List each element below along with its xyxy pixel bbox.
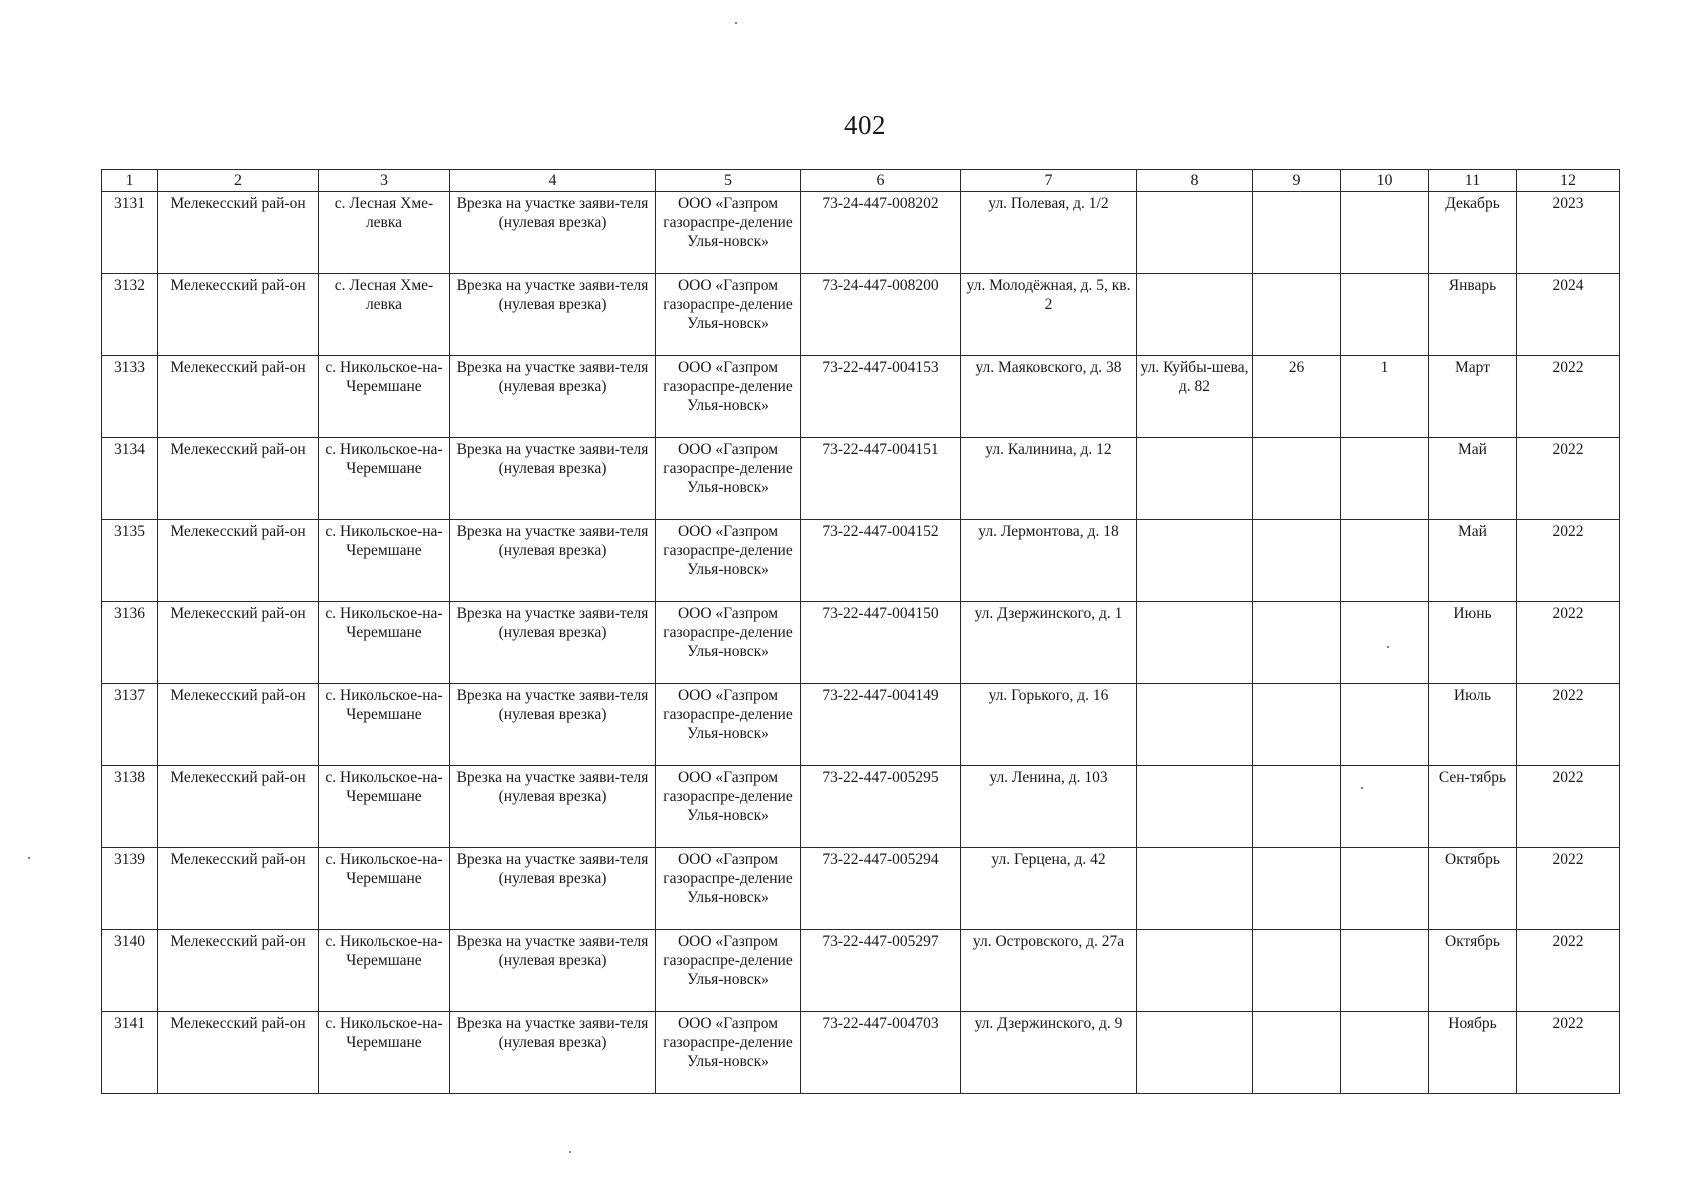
cell-code: 73-22-447-004149 bbox=[801, 684, 961, 766]
cell-number: 3136 bbox=[102, 602, 158, 684]
cell-code: 73-22-447-005294 bbox=[801, 848, 961, 930]
cell-month: Июль bbox=[1429, 684, 1517, 766]
cell-address: ул. Молодёжная, д. 5, кв. 2 bbox=[961, 274, 1137, 356]
cell-number: 3138 bbox=[102, 766, 158, 848]
cell-address: ул. Маяковского, д. 38 bbox=[961, 356, 1137, 438]
cell-month: Сен-тябрь bbox=[1429, 766, 1517, 848]
cell-col8 bbox=[1137, 848, 1253, 930]
cell-col9 bbox=[1253, 848, 1341, 930]
cell-locality: с. Никольское-на-Черемшане bbox=[319, 848, 450, 930]
registry-table bbox=[101, 169, 1620, 1094]
cell-address: ул. Дзержинского, д. 1 bbox=[961, 602, 1137, 684]
cell-col10 bbox=[1341, 192, 1429, 274]
table-row bbox=[102, 930, 1620, 1012]
cell-col8 bbox=[1137, 520, 1253, 602]
cell-year: 2022 bbox=[1517, 766, 1620, 848]
cell-organization: ООО «Газпром газораспре-деление Улья-новск» bbox=[656, 274, 801, 356]
cell-col10 bbox=[1341, 602, 1429, 684]
cell-code: 73-22-447-004152 bbox=[801, 520, 961, 602]
cell-connection-type: Врезка на участке заяви-теля (нулевая врезка) bbox=[450, 520, 656, 602]
cell-number: 3141 bbox=[102, 1012, 158, 1094]
header-row bbox=[102, 170, 1620, 192]
cell-month: Декабрь bbox=[1429, 192, 1517, 274]
cell-month: Май bbox=[1429, 520, 1517, 602]
cell-code: 73-22-447-004150 bbox=[801, 602, 961, 684]
table-row bbox=[102, 766, 1620, 848]
table-row bbox=[102, 356, 1620, 438]
cell-month: Ноябрь bbox=[1429, 1012, 1517, 1094]
cell-year: 2022 bbox=[1517, 930, 1620, 1012]
cell-connection-type: Врезка на участке заяви-теля (нулевая врезка) bbox=[450, 192, 656, 274]
scan-speck bbox=[1361, 787, 1363, 789]
cell-year: 2022 bbox=[1517, 684, 1620, 766]
cell-organization: ООО «Газпром газораспре-деление Улья-новск» bbox=[656, 192, 801, 274]
cell-organization: ООО «Газпром газораспре-деление Улья-новск» bbox=[656, 766, 801, 848]
cell-col9 bbox=[1253, 684, 1341, 766]
cell-locality: с. Никольское-на-Черемшане bbox=[319, 930, 450, 1012]
cell-month: Май bbox=[1429, 438, 1517, 520]
table-row bbox=[102, 192, 1620, 274]
cell-locality: с. Лесная Хме-левка bbox=[319, 192, 450, 274]
cell-year: 2024 bbox=[1517, 274, 1620, 356]
cell-connection-type: Врезка на участке заяви-теля (нулевая врезка) bbox=[450, 1012, 656, 1094]
cell-number: 3134 bbox=[102, 438, 158, 520]
cell-code: 73-22-447-005297 bbox=[801, 930, 961, 1012]
cell-district: Мелекесский рай-он bbox=[158, 438, 319, 520]
cell-col9 bbox=[1253, 192, 1341, 274]
cell-col8 bbox=[1137, 602, 1253, 684]
column-header: 12 bbox=[1517, 170, 1620, 192]
table-row bbox=[102, 274, 1620, 356]
cell-year: 2023 bbox=[1517, 192, 1620, 274]
cell-month: Октябрь bbox=[1429, 930, 1517, 1012]
cell-number: 3139 bbox=[102, 848, 158, 930]
cell-col10 bbox=[1341, 1012, 1429, 1094]
cell-organization: ООО «Газпром газораспре-деление Улья-новск» bbox=[656, 684, 801, 766]
cell-locality: с. Никольское-на-Черемшане bbox=[319, 1012, 450, 1094]
cell-district: Мелекесский рай-он bbox=[158, 684, 319, 766]
cell-code: 73-22-447-004151 bbox=[801, 438, 961, 520]
cell-col9 bbox=[1253, 1012, 1341, 1094]
column-header: 11 bbox=[1429, 170, 1517, 192]
cell-year: 2022 bbox=[1517, 438, 1620, 520]
scan-speck bbox=[735, 22, 737, 24]
scan-speck bbox=[28, 857, 30, 859]
cell-connection-type: Врезка на участке заяви-теля (нулевая врезка) bbox=[450, 438, 656, 520]
column-header: 1 bbox=[102, 170, 158, 192]
scan-speck bbox=[569, 1151, 571, 1153]
cell-organization: ООО «Газпром газораспре-деление Улья-новск» bbox=[656, 438, 801, 520]
cell-address: ул. Полевая, д. 1/2 bbox=[961, 192, 1137, 274]
cell-col8 bbox=[1137, 930, 1253, 1012]
cell-connection-type: Врезка на участке заяви-теля (нулевая врезка) bbox=[450, 848, 656, 930]
cell-connection-type: Врезка на участке заяви-теля (нулевая врезка) bbox=[450, 356, 656, 438]
cell-number: 3137 bbox=[102, 684, 158, 766]
cell-code: 73-24-447-008202 bbox=[801, 192, 961, 274]
cell-col10 bbox=[1341, 766, 1429, 848]
table-row bbox=[102, 1012, 1620, 1094]
cell-code: 73-24-447-008200 bbox=[801, 274, 961, 356]
cell-number: 3140 bbox=[102, 930, 158, 1012]
cell-district: Мелекесский рай-он bbox=[158, 274, 319, 356]
cell-district: Мелекесский рай-он bbox=[158, 356, 319, 438]
column-header: 2 bbox=[158, 170, 319, 192]
cell-connection-type: Врезка на участке заяви-теля (нулевая врезка) bbox=[450, 274, 656, 356]
cell-address: ул. Дзержинского, д. 9 bbox=[961, 1012, 1137, 1094]
cell-connection-type: Врезка на участке заяви-теля (нулевая врезка) bbox=[450, 684, 656, 766]
cell-col8: ул. Куйбы-шева, д. 82 bbox=[1137, 356, 1253, 438]
cell-district: Мелекесский рай-он bbox=[158, 930, 319, 1012]
cell-locality: с. Никольское-на-Черемшане bbox=[319, 520, 450, 602]
cell-locality: с. Никольское-на-Черемшане bbox=[319, 602, 450, 684]
column-header: 6 bbox=[801, 170, 961, 192]
cell-col10 bbox=[1341, 274, 1429, 356]
cell-organization: ООО «Газпром газораспре-деление Улья-новск» bbox=[656, 520, 801, 602]
cell-number: 3132 bbox=[102, 274, 158, 356]
cell-col9: 26 bbox=[1253, 356, 1341, 438]
cell-col8 bbox=[1137, 192, 1253, 274]
cell-code: 73-22-447-004703 bbox=[801, 1012, 961, 1094]
cell-address: ул. Островского, д. 27а bbox=[961, 930, 1137, 1012]
cell-address: ул. Ленина, д. 103 bbox=[961, 766, 1137, 848]
cell-district: Мелекесский рай-он bbox=[158, 848, 319, 930]
cell-month: Март bbox=[1429, 356, 1517, 438]
table-row bbox=[102, 684, 1620, 766]
cell-month: Июнь bbox=[1429, 602, 1517, 684]
cell-col10 bbox=[1341, 930, 1429, 1012]
cell-col9 bbox=[1253, 438, 1341, 520]
cell-district: Мелекесский рай-он bbox=[158, 1012, 319, 1094]
cell-connection-type: Врезка на участке заяви-теля (нулевая врезка) bbox=[450, 602, 656, 684]
cell-col9 bbox=[1253, 274, 1341, 356]
cell-year: 2022 bbox=[1517, 602, 1620, 684]
cell-col8 bbox=[1137, 438, 1253, 520]
cell-month: Октябрь bbox=[1429, 848, 1517, 930]
cell-col10 bbox=[1341, 520, 1429, 602]
cell-year: 2022 bbox=[1517, 520, 1620, 602]
table-row bbox=[102, 438, 1620, 520]
cell-organization: ООО «Газпром газораспре-деление Улья-новск» bbox=[656, 356, 801, 438]
column-header: 9 bbox=[1253, 170, 1341, 192]
cell-col10 bbox=[1341, 848, 1429, 930]
cell-number: 3135 bbox=[102, 520, 158, 602]
cell-organization: ООО «Газпром газораспре-деление Улья-новск» bbox=[656, 602, 801, 684]
cell-connection-type: Врезка на участке заяви-теля (нулевая врезка) bbox=[450, 930, 656, 1012]
cell-number: 3133 bbox=[102, 356, 158, 438]
cell-year: 2022 bbox=[1517, 1012, 1620, 1094]
table-row bbox=[102, 520, 1620, 602]
cell-locality: с. Лесная Хме-левка bbox=[319, 274, 450, 356]
cell-col9 bbox=[1253, 766, 1341, 848]
cell-connection-type: Врезка на участке заяви-теля (нулевая врезка) bbox=[450, 766, 656, 848]
cell-organization: ООО «Газпром газораспре-деление Улья-новск» bbox=[656, 1012, 801, 1094]
column-header: 5 bbox=[656, 170, 801, 192]
cell-col9 bbox=[1253, 602, 1341, 684]
column-header: 10 bbox=[1341, 170, 1429, 192]
cell-number: 3131 bbox=[102, 192, 158, 274]
cell-col10 bbox=[1341, 684, 1429, 766]
cell-organization: ООО «Газпром газораспре-деление Улья-новск» bbox=[656, 930, 801, 1012]
cell-address: ул. Лермонтова, д. 18 bbox=[961, 520, 1137, 602]
cell-district: Мелекесский рай-он bbox=[158, 602, 319, 684]
cell-locality: с. Никольское-на-Черемшане bbox=[319, 684, 450, 766]
cell-locality: с. Никольское-на-Черемшане bbox=[319, 356, 450, 438]
cell-month: Январь bbox=[1429, 274, 1517, 356]
cell-col8 bbox=[1137, 274, 1253, 356]
cell-address: ул. Герцена, д. 42 bbox=[961, 848, 1137, 930]
cell-col8 bbox=[1137, 766, 1253, 848]
cell-year: 2022 bbox=[1517, 848, 1620, 930]
cell-address: ул. Горького, д. 16 bbox=[961, 684, 1137, 766]
column-header: 3 bbox=[319, 170, 450, 192]
cell-organization: ООО «Газпром газораспре-деление Улья-новск» bbox=[656, 848, 801, 930]
cell-col9 bbox=[1253, 520, 1341, 602]
cell-col8 bbox=[1137, 1012, 1253, 1094]
cell-col9 bbox=[1253, 930, 1341, 1012]
cell-col10: 1 bbox=[1341, 356, 1429, 438]
cell-district: Мелекесский рай-он bbox=[158, 766, 319, 848]
cell-col8 bbox=[1137, 684, 1253, 766]
page-number: 402 bbox=[844, 110, 886, 140]
column-header: 7 bbox=[961, 170, 1137, 192]
table-row bbox=[102, 848, 1620, 930]
cell-district: Мелекесский рай-он bbox=[158, 192, 319, 274]
cell-code: 73-22-447-005295 bbox=[801, 766, 961, 848]
cell-col10 bbox=[1341, 438, 1429, 520]
table-row bbox=[102, 602, 1620, 684]
column-header: 8 bbox=[1137, 170, 1253, 192]
cell-district: Мелекесский рай-он bbox=[158, 520, 319, 602]
cell-code: 73-22-447-004153 bbox=[801, 356, 961, 438]
cell-locality: с. Никольское-на-Черемшане bbox=[319, 438, 450, 520]
cell-year: 2022 bbox=[1517, 356, 1620, 438]
column-header: 4 bbox=[450, 170, 656, 192]
cell-address: ул. Калинина, д. 12 bbox=[961, 438, 1137, 520]
scan-speck bbox=[1387, 646, 1389, 648]
cell-locality: с. Никольское-на-Черемшане bbox=[319, 766, 450, 848]
